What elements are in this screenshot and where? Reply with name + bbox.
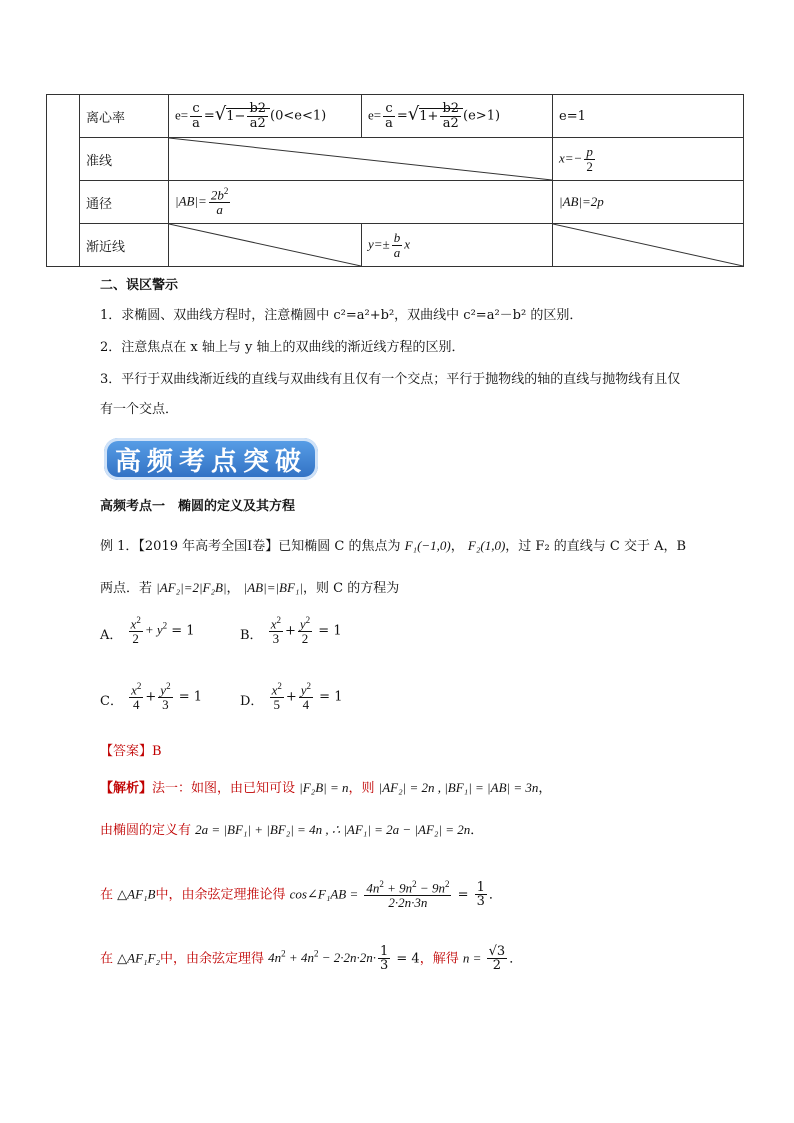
warning-item-1: 1．求椭圆、双曲线方程时，注意椭圆中 c²=a²+b²，双曲线中 c²=a²－b² 的区别． (100, 308, 583, 323)
ellipse-asymptote-empty (169, 224, 362, 267)
table-side-column (47, 95, 80, 267)
directrix-empty-cell (169, 138, 553, 181)
section-heading: 二、误区警示 (100, 278, 179, 293)
parabola-asymptote-empty (553, 224, 744, 267)
hyperbola-asymptote: y=± $\frac{b}{a}$ x (362, 224, 553, 267)
diagonal-line (169, 138, 552, 180)
parabola-latus-rectum: |AB|=2p (553, 181, 744, 224)
ellipse-eccentricity: e= $\frac{c}{a}$ =√1− $\frac{b2}{a2}$ (0<e<1) (169, 95, 362, 138)
example-line-1: 例 1．【2019 年高考全国Ⅰ卷】已知椭圆 C 的焦点为 F₁(−1,0)， F₂(1,0)，过 F₂ 的直线与 C 交于 A，B (100, 538, 687, 554)
analysis-line-3: 在 △AF₁B中，由余弦定理推论得 cos∠F₁AB = $\frac{4n^2 + 9n^2 - 9n^2}{2\cdot 2n\cdot 3n}$ = $\frac{1}{3}$ ． (100, 879, 502, 910)
row-label-latus-rectum: 通径 (80, 181, 169, 224)
row-label-directrix: 准线 (80, 138, 169, 181)
ellipse-hyperbola-latus-rectum: |AB|= $\frac{2b^2}{a}$ (169, 181, 553, 224)
row-label-asymptote: 渐近线 (80, 224, 169, 267)
row-label-eccentricity: 离心率 (80, 95, 169, 138)
warning-item-2: 2．注意焦点在 x 轴上与 y 轴上的双曲线的渐近线方程的区别． (100, 340, 465, 355)
option-c[interactable]: C． $\frac{x^2}{4}$ + $\frac{y^2}{3}$ = 1 (100, 681, 202, 712)
parabola-eccentricity: e=1 (553, 95, 744, 138)
conic-properties-table (46, 94, 744, 267)
analysis-line-1: 【解析】法一：如图，由已知可设 |F₂B| = n，则 |AF₂| = 2n , |BF₁| = |AB| = 3n， (100, 780, 552, 796)
diagonal-line (169, 224, 361, 266)
example-line-2: 两点．若 |AF₂|=2|F₂B|， |AB|=|BF₁|，则 C 的方程为 (100, 580, 400, 596)
section-banner: 高频考点突破 (104, 438, 318, 480)
warning-item-3: 3．平行于双曲线渐近线的直线与双曲线有且仅有一个交点；平行于抛物线的轴的直线与抛物线有且仅 (100, 372, 681, 387)
option-a[interactable]: A． $\frac{x^2}{2}$ + $y^2 = 1$ (100, 615, 195, 646)
option-b[interactable]: B． $\frac{x^2}{3}$ + $\frac{y^2}{2}$ = 1 (240, 615, 342, 646)
diagonal-line (553, 224, 743, 266)
analysis-line-4: 在 △AF₁F₂中，由余弦定理得 $4n^2 + 4n^2 - 2\cdot 2n\cdot 2n\cdot$ $\frac{1}{3}$ = 4，解得 n = $\frac{√3}{2}$ ． (100, 943, 523, 974)
analysis-line-2: 由椭圆的定义有 2a = |BF₁| + |BF₂| = 4n , ∴ |AF₁| = 2a − |AF₂| = 2n． (100, 822, 484, 838)
option-d[interactable]: D． $\frac{x^2}{5}$ + $\frac{y^2}{4}$ = 1 (240, 681, 343, 712)
hyperbola-eccentricity: e= $\frac{c}{a}$ =√1+ $\frac{b2}{a2}$ (e>1) (362, 95, 553, 138)
answer-line: 【答案】B (100, 744, 162, 759)
topic-heading: 高频考点一 椭圆的定义及其方程 (100, 499, 296, 514)
warning-item-3-cont: 有一个交点． (100, 402, 179, 417)
parabola-directrix: x=− $\frac{p}{2}$ (553, 138, 744, 181)
